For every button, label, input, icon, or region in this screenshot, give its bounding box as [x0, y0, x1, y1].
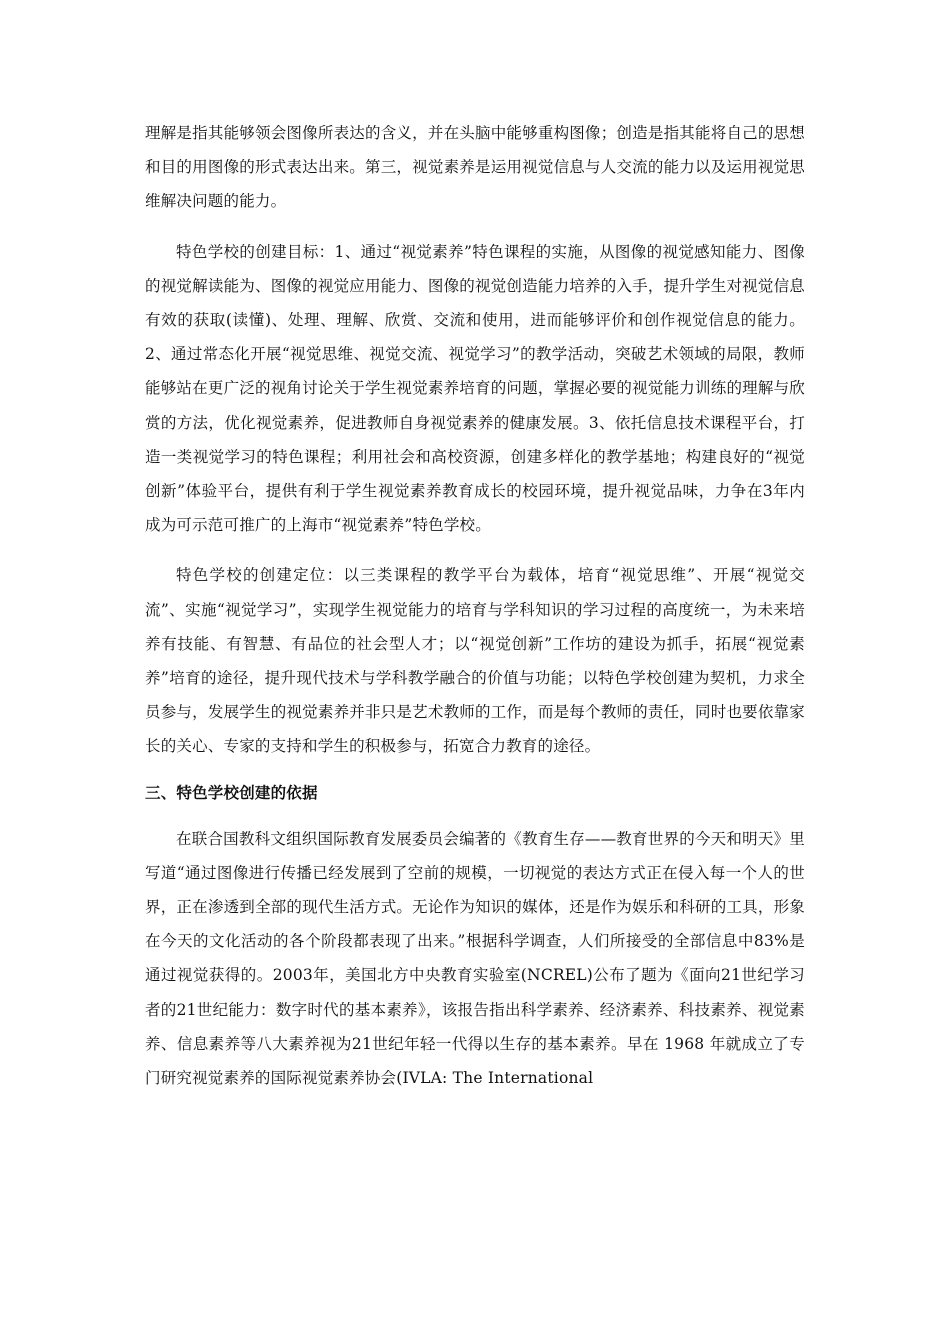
- paragraph-school-positioning: 特色学校的创建定位：以三类课程的教学平台为载体，培育“视觉思维”、开展“视觉交流”、实施“视觉学习”，实现学生视觉能力的培育与学科知识的学习过程的高度统一，为未来培养有技能、有智慧、有品位的社会型人才；以“视觉创新”工作坊的建设为抓手，拓展“视觉素养”培育的途径，提升现代技术与学科教学融合的价值与功能；以特色学校创建为契机，力求全员参与，发展学生的视觉素养并非只是艺术教师的工作，而是每个教师的责任，同时也要依靠家长的关心、专家的支持和学生的积极参与，拓宽合力教育的途径。: [145, 566, 805, 756]
- section-heading-basis: 三、特色学校创建的依据: [145, 783, 318, 802]
- paragraph-school-goals: 特色学校的创建目标：1、通过“视觉素养”特色课程的实施，从图像的视觉感知能力、图像的视觉解读能为、图像的视觉应用能力、图像的视觉创造能力培养的入手，提升学生对视觉信息有效的获取(读懂)、处理、理解、欣赏、交流和使用，进而能够评价和创作视觉信息的能力。2、通过常态化开展“视觉思维、视觉交流、视觉学习”的教学活动，突破艺术领域的局限，教师能够站在更广泛的视角讨论关于学生视觉素养培育的问题，掌握必要的视觉能力训练的理解与欣赏的方法，优化视觉素养，促进教师自身视觉素养的健康发展。3、依托信息技术课程平台，打造一类视觉学习的特色课程；利用社会和高校资源，创建多样化的教学基地；构建良好的“视觉创新”体验平台，提供有利于学生视觉素养教育成长的校园环境，提升视觉品味，力争在3年内成为可示范可推广的上海市“视觉素养”特色学校。: [145, 242, 805, 535]
- paragraph-visual-literacy-definition: 理解是指其能够领会图像所表达的含义，并在头脑中能够重构图像；创造是指其能将自己的思想和目的用图像的形式表达出来。第三，视觉素养是运用视觉信息与人交流的能力以及运用视觉思维解决问题的能力。: [145, 124, 805, 211]
- paragraph-basis: 在联合国教科文组织国际教育发展委员会编著的《教育生存——教育世界的今天和明天》里写道“通过图像进行传播已经发展到了空前的规模，一切视觉的表达方式正在侵入每一个人的世界，正在渗透到全部的现代生活方式。无论作为知识的媒体，还是作为娱乐和科研的工具，形象在今天的文化活动的各个阶段都表现了出来。”根据科学调查，人们所接受的全部信息中83%是通过视觉获得的。2003年，美国北方中央教育实验室(NCREL)公布了题为《面向21世纪学习者的21世纪能力：数字时代的基本素养》，该报告指出科学素养、经济素养、科技素养、视觉素养、信息素养等八大素养视为21世纪年轻一代得以生存的基本素养。早在 1968 年就成立了专门研究视觉素养的国际视觉素养协会(IVLA: The International: [145, 829, 805, 1088]
- document-page: [145, 116, 805, 1095]
